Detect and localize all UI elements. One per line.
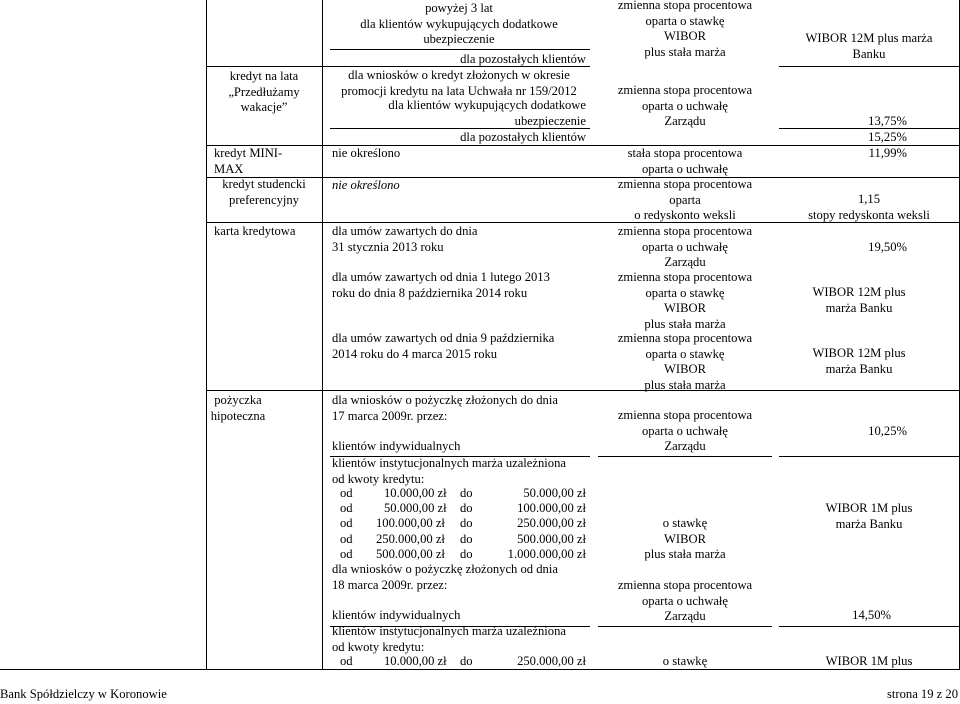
przedluzamy-rate-type: zmienna stopa procentowa oparta o uchwałę Zarządu — [617, 83, 753, 128]
row-label-studencki: kredyt studencki preferencyjny — [222, 177, 306, 207]
hline-header-c2 — [330, 49, 590, 50]
studencki-rate-type: zmienna stopa procentowa oparta o redyskonto weksli — [617, 177, 753, 222]
karta-period-1-rate-type: zmienna stopa procentowa oparta o uchwałę Zarządu — [617, 224, 753, 269]
karta-period-1-rate: 19,50% — [868, 240, 907, 254]
hipoteczna-b-intro: dla wniosków o pożyczkę złożonych od dnia 18 marca 2009r. przez: — [332, 562, 558, 592]
header-c3: zmienna stopa procentowa oparta o stawkę WIBOR plus stała marża — [617, 0, 753, 59]
vline-label — [322, 0, 323, 669]
hipoteczna-a-institutional-rate: WIBOR 1M plus marża Banku — [825, 501, 913, 531]
hipoteczna-a-individual-rate-type: zmienna stopa procentowa oparta o uchwałę Zarządu — [617, 408, 753, 453]
header-c4: WIBOR 12M plus marża Banku — [805, 31, 933, 61]
row-label-karta: karta kredytowa — [214, 224, 296, 238]
hipoteczna-b-institutional-rate-type: o stawkę — [662, 654, 708, 668]
karta-period-3-rate-type: zmienna stopa procentowa oparta o stawkę WIBOR plus stała marża — [617, 331, 753, 392]
karta-period-2: dla umów zawartych od dnia 1 lutego 2013 roku do dnia 8 października 2014 roku — [332, 270, 550, 300]
przedluzamy-insured: dla klientów wykupujących dodatkowe ubezpieczenie — [388, 98, 586, 128]
hipoteczna-b-individual: klientów indywidualnych — [332, 608, 461, 622]
hipoteczna-a-institutional: klientów instytucjonalnych marża uzależniona od kwoty kredytu: — [332, 456, 566, 486]
header-c2: powyżej 3 lat dla klientów wykupujących dodatkowe ubezpieczenie — [360, 1, 558, 46]
hline-5 — [206, 390, 959, 391]
hipoteczna-b-institutional: klientów instytucjonalnych marża uzależniona od kwoty kredytu: — [332, 624, 566, 654]
przedluzamy-rate-other: 15,25% — [868, 130, 907, 144]
underline-c3-a — [598, 456, 772, 457]
hipoteczna-a-individual: klientów indywidualnych — [332, 439, 461, 453]
studencki-rate: 1,15 stopy redyskonta weksli — [808, 192, 930, 222]
footer-bank-name: Bank Spółdzielczy w Koronowie — [0, 687, 167, 701]
hipoteczna-a-institutional-rate-type: o stawkę WIBOR plus stała marża — [644, 516, 726, 561]
hipoteczna-b-institutional-rate: WIBOR 1M plus — [825, 654, 913, 668]
minimax-condition: nie określono — [332, 146, 401, 160]
hipoteczna-a-intro: dla wniosków o pożyczkę złożonych do dnia 17 marca 2009r. przez: — [332, 393, 558, 423]
row-label-hipoteczna: pożyczka hipoteczna — [210, 393, 266, 423]
studencki-condition: nie określono — [332, 178, 400, 192]
underline-c4-a — [779, 456, 959, 457]
hipoteczna-a-individual-rate: 10,25% — [868, 424, 907, 438]
vline-left — [206, 0, 207, 669]
hipoteczna-b-individual-rate-type: zmienna stopa procentowa oparta o uchwałę Zarządu — [617, 578, 753, 623]
przedluzamy-condition: dla wniosków o kredyt złożonych w okresie promocji kredytu na lata Uchwała nr 159/2012 — [341, 68, 577, 98]
row-label-minimax: kredyt MINI- MAX — [214, 146, 283, 176]
header-c2-other: dla pozostałych klientów — [460, 52, 586, 66]
karta-period-3: dla umów zawartych od dnia 9 października 2014 roku do 4 marca 2015 roku — [332, 331, 555, 361]
underline-c4-b — [779, 626, 959, 627]
karta-period-2-rate: WIBOR 12M plus marża Banku — [812, 285, 906, 315]
hline-header-c4 — [779, 66, 959, 67]
przedluzamy-other: dla pozostałych klientów — [460, 130, 586, 144]
przedluzamy-rate-insured: 13,75% — [868, 114, 907, 128]
karta-period-2-rate-type: zmienna stopa procentowa oparta o stawkę WIBOR plus stała marża — [617, 270, 753, 331]
minimax-rate: 11,99% — [868, 146, 907, 160]
hipoteczna-b-individual-rate: 14,50% — [852, 608, 891, 622]
karta-period-1: dla umów zawartych do dnia 31 stycznia 2013 roku — [332, 224, 478, 254]
footer-page-number: strona 19 z 20 — [887, 687, 958, 701]
underline-c3-b — [598, 626, 772, 627]
karta-period-3-rate: WIBOR 12M plus marża Banku — [812, 346, 906, 376]
minimax-rate-type: stała stopa procentowa oparta o uchwałę — [627, 146, 743, 176]
row-label-przedluzamy: kredyt na lata „Przedłużamy wakacje” — [228, 69, 300, 114]
